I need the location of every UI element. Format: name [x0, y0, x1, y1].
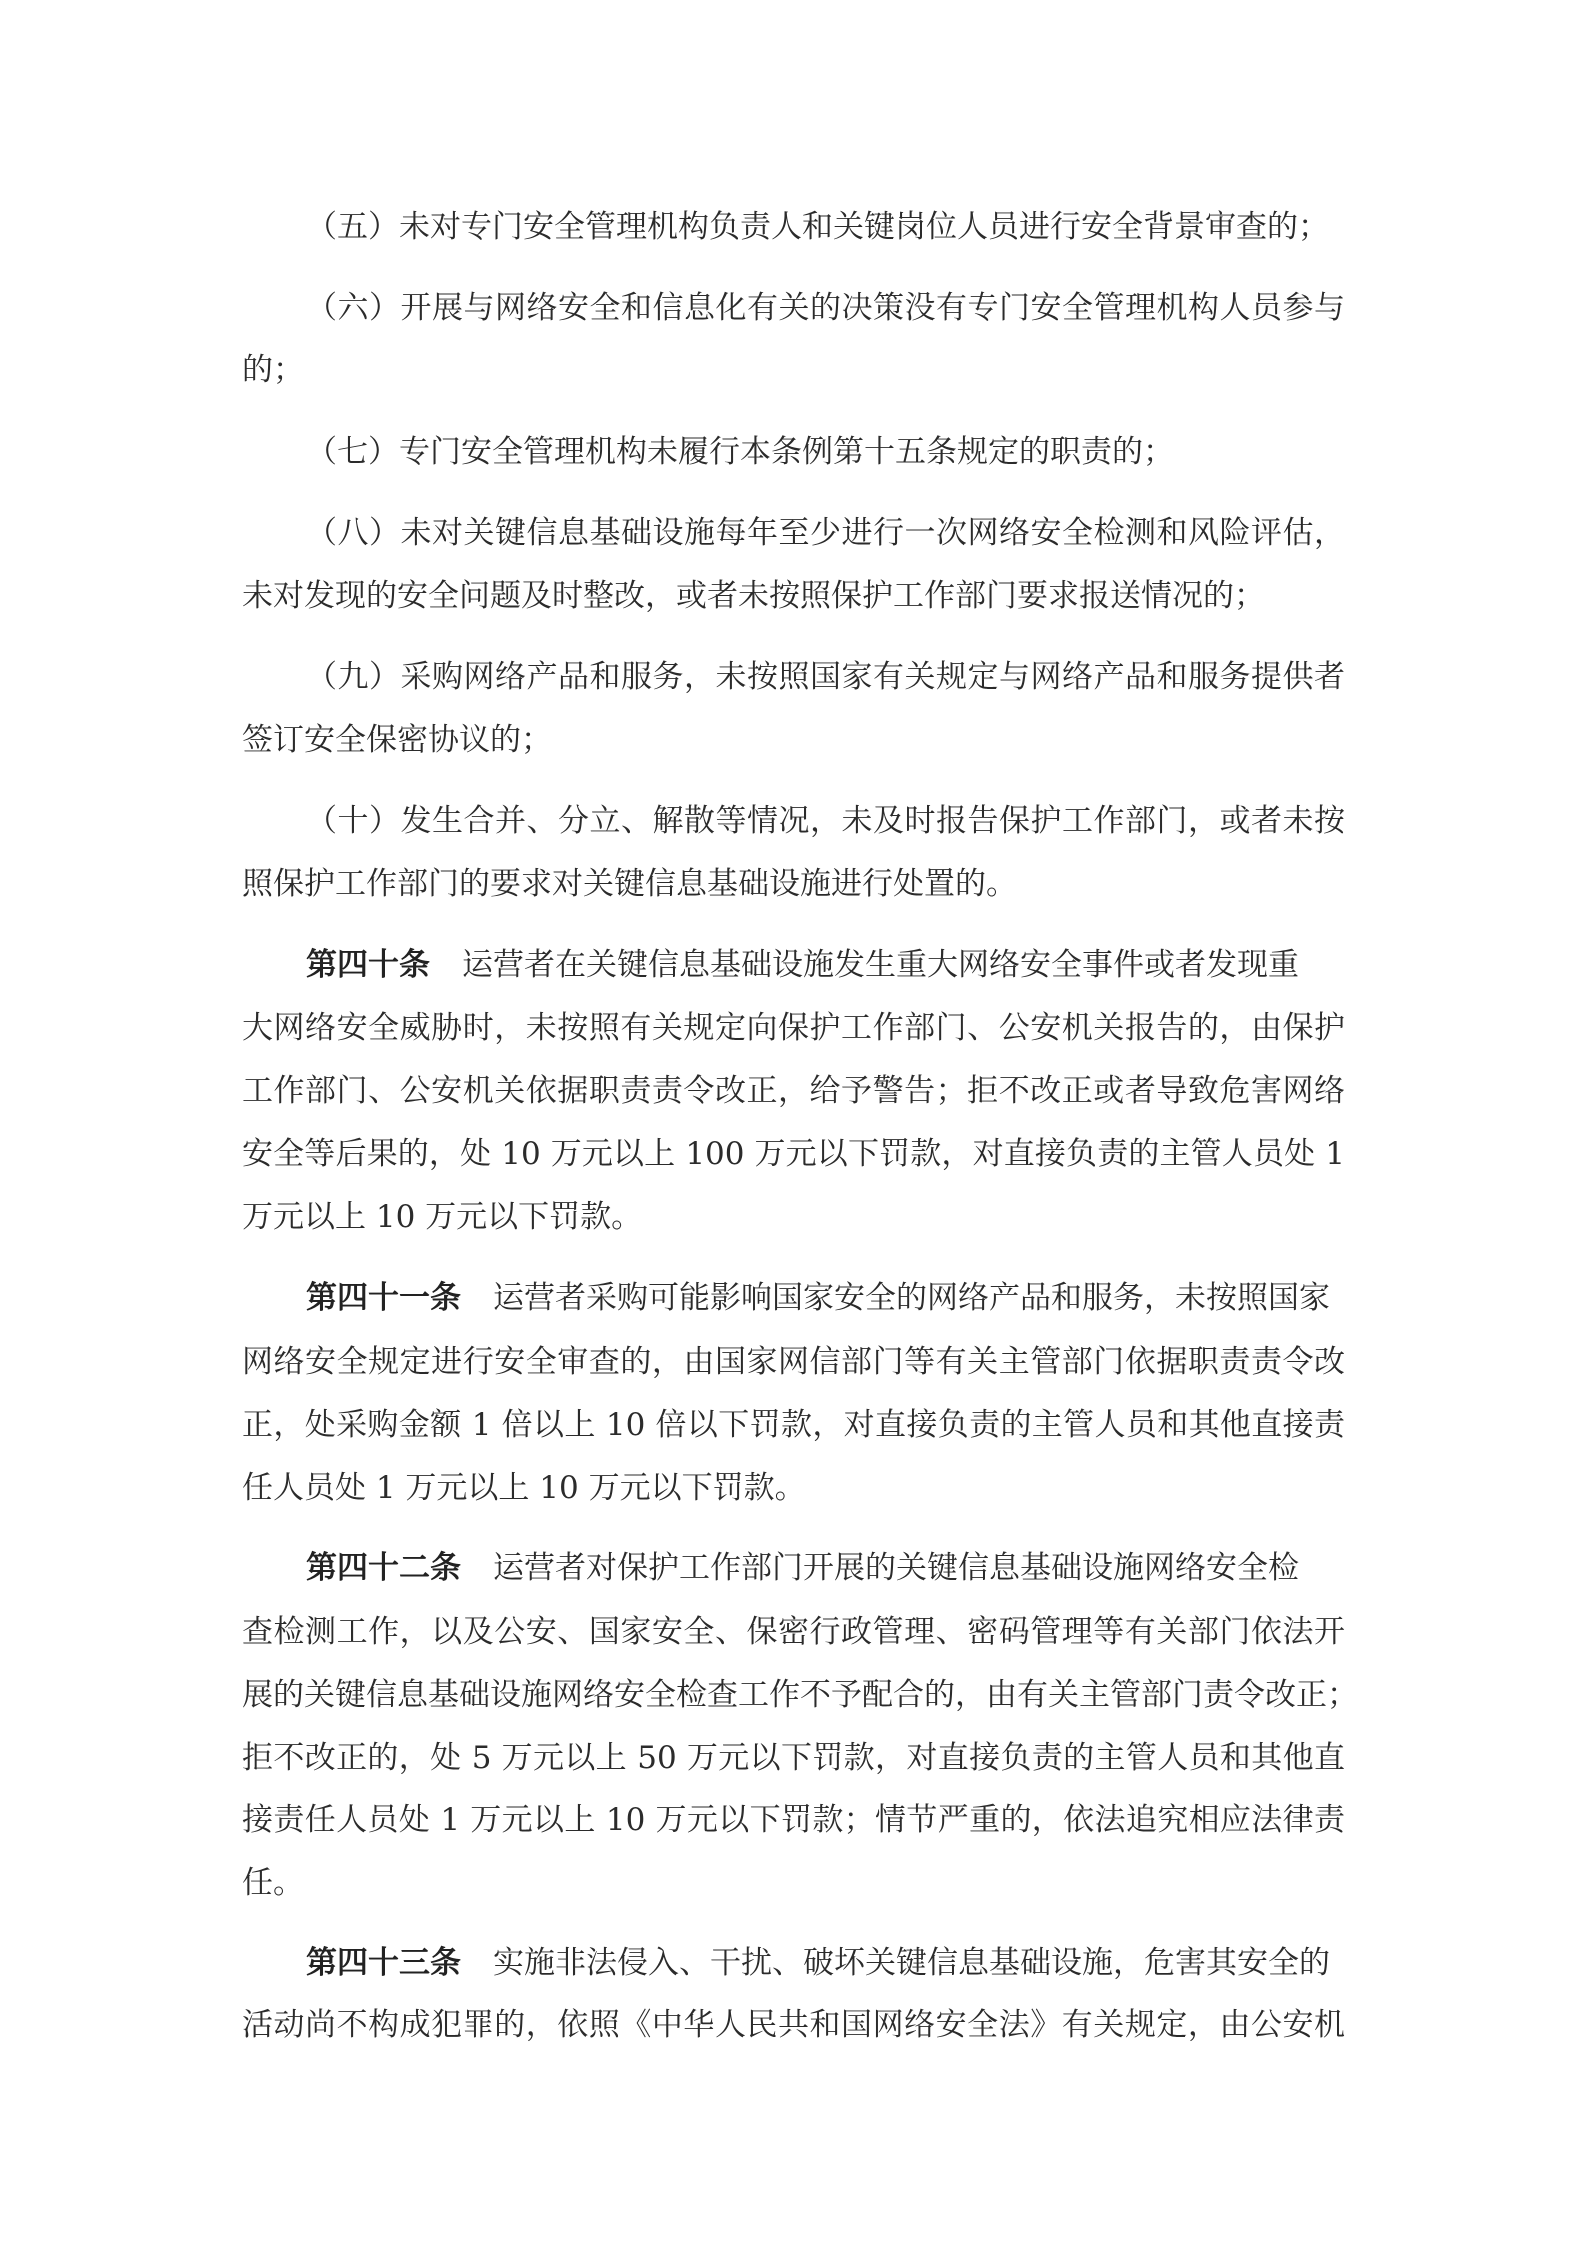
article-43-heading: 第四十三条	[306, 1945, 461, 1981]
list-item-9-line-1: （九）采购网络产品和服务，未按照国家有关规定与网络产品和服务提供者	[306, 659, 1345, 695]
list-item-10-line-2: 照保护工作部门的要求对关键信息基础设施进行处置的。	[242, 866, 1017, 902]
list-item-5: （五）未对专门安全管理机构负责人和关键岗位人员进行安全背景审查的；	[306, 209, 1329, 245]
article-42-text: 运营者对保护工作部门开展的关键信息基础设施网络安全检	[493, 1550, 1299, 1586]
article-42-line-1	[306, 1548, 1345, 1588]
article-43-line-2: 活动尚不构成犯罪的，依照《中华人民共和国网络安全法》有关规定，由公安机	[242, 2007, 1345, 2043]
article-43-line-1	[306, 1943, 1345, 1983]
article-42-line-5: 接责任人员处 1 万元以上 10 万元以下罚款；情节严重的，依法追究相应法律责	[242, 1802, 1345, 1838]
article-41-line-3: 正，处采购金额 1 倍以上 10 倍以下罚款，对直接负责的主管人员和其他直接责	[242, 1407, 1345, 1443]
article-41-line-4: 任人员处 1 万元以上 10 万元以下罚款。	[242, 1470, 806, 1506]
article-40-line-3: 工作部门、公安机关依据职责责令改正，给予警告；拒不改正或者导致危害网络	[242, 1073, 1345, 1109]
article-40-text: 运营者在关键信息基础设施发生重大网络安全事件或者发现重	[462, 947, 1299, 983]
article-40-line-5: 万元以上 10 万元以下罚款。	[242, 1199, 643, 1235]
article-42-heading: 第四十二条	[306, 1550, 461, 1586]
article-42-line-6: 任。	[242, 1865, 304, 1901]
article-40-line-2: 大网络安全威胁时，未按照有关规定向保护工作部门、公安机关报告的，由保护	[242, 1010, 1345, 1046]
article-42-line-2: 查检测工作，以及公安、国家安全、保密行政管理、密码管理等有关部门依法开	[242, 1614, 1345, 1650]
article-40-heading: 第四十条	[306, 947, 430, 983]
list-item-10-line-1: （十）发生合并、分立、解散等情况，未及时报告保护工作部门，或者未按	[306, 803, 1345, 839]
article-41-line-1	[306, 1278, 1345, 1318]
list-item-6-line-1: （六）开展与网络安全和信息化有关的决策没有专门安全管理机构人员参与	[306, 290, 1345, 326]
article-42-line-3: 展的关键信息基础设施网络安全检查工作不予配合的，由有关主管部门责令改正；	[242, 1677, 1358, 1713]
article-41-text: 运营者采购可能影响国家安全的网络产品和服务，未按照国家	[493, 1280, 1330, 1316]
list-item-8-line-1: （八）未对关键信息基础设施每年至少进行一次网络安全检测和风险评估，	[306, 515, 1345, 551]
article-42-line-4: 拒不改正的，处 5 万元以上 50 万元以下罚款，对直接负责的主管人员和其他直	[242, 1740, 1345, 1776]
article-40-line-4: 安全等后果的，处 10 万元以上 100 万元以下罚款，对直接负责的主管人员处 1	[242, 1136, 1345, 1172]
list-item-8-line-2: 未对发现的安全问题及时整改，或者未按照保护工作部门要求报送情况的；	[242, 578, 1265, 614]
list-item-9-line-2: 签订安全保密协议的；	[242, 722, 552, 758]
list-item-6-line-2: 的；	[242, 352, 304, 388]
article-41-heading: 第四十一条	[306, 1280, 461, 1316]
article-40-line-1	[306, 945, 1345, 985]
article-43-text: 实施非法侵入、干扰、破坏关键信息基础设施，危害其安全的	[493, 1945, 1330, 1981]
list-item-7: （七）专门安全管理机构未履行本条例第十五条规定的职责的；	[306, 434, 1174, 470]
article-41-line-2: 网络安全规定进行安全审查的，由国家网信部门等有关主管部门依据职责责令改	[242, 1344, 1345, 1380]
